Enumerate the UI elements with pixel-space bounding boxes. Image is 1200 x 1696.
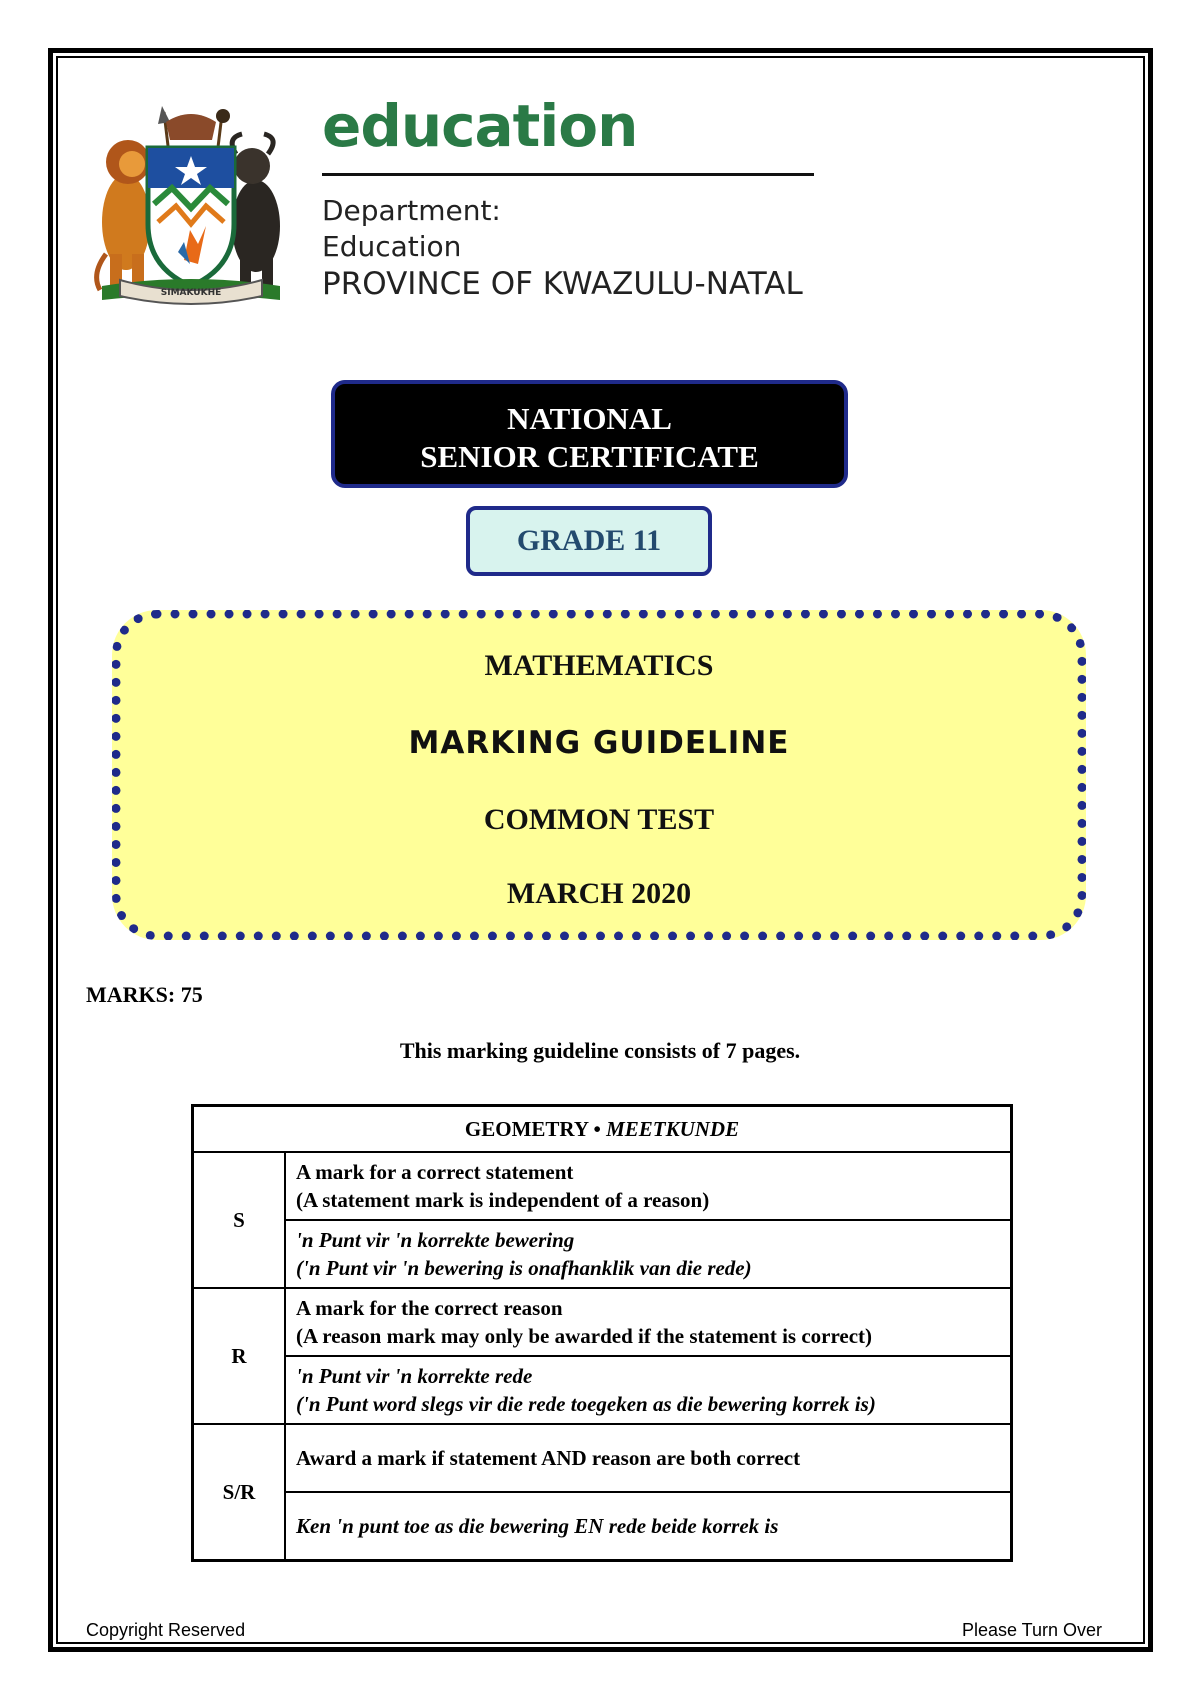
legend-afrikaans-line: 'n Punt vir 'n korrekte rede [296,1364,533,1388]
legend-afrikaans-cell [285,1356,1012,1424]
table-row [193,1356,1012,1424]
total-marks: MARKS: 75 [86,982,203,1007]
test-date: MARCH 2020 [506,877,692,910]
legend-english-line: A mark for a correct statement [296,1160,574,1184]
certificate-line-2: SENIOR CERTIFICATE [420,439,759,474]
footer-copyright: Copyright Reserved [86,1620,246,1640]
table-row [193,1288,1012,1356]
legend-afrikaans-line: Ken 'n punt toe as die bewering EN rede beide korrek is [296,1514,779,1538]
crest-motto: SIMAKUKHE [160,288,222,298]
certificate-banner [331,380,848,488]
table-row [193,1492,1012,1561]
footer-turn-over: Please Turn Over [961,1620,1102,1640]
table-header-row [193,1106,1012,1153]
subject-title: MATHEMATICS [484,649,714,682]
legend-header-bullet: • [593,1116,601,1141]
wildebeest-supporter-icon [232,134,280,286]
brand-divider [322,173,814,176]
legend-english-cell [285,1288,1012,1356]
legend-header-english: GEOMETRY [464,1116,589,1141]
province-name: PROVINCE OF KWAZULU-NATAL [322,266,803,302]
document-title: MARKING GUIDELINE [408,725,790,761]
legend-english-line: Award a mark if statement AND reason are both correct [296,1446,801,1470]
legend-afrikaans-line: 'n Punt vir 'n korrekte bewering [296,1228,575,1252]
page-count-note: This marking guideline consists of 7 pages. [399,1038,801,1063]
legend-code-sr: S/R [193,1424,286,1561]
legend-afrikaans-line: ('n Punt word slegs vir die rede toegeken as die bewering korrek is) [296,1392,876,1416]
grade-badge: GRADE 11 [466,506,712,576]
legend-english-line: (A statement mark is independent of a reason) [296,1188,710,1212]
table-row [193,1220,1012,1288]
legend-afrikaans-line: ('n Punt vir 'n bewering is onafhanklik van die rede) [296,1256,752,1280]
table-row [193,1152,1012,1220]
kzn-coat-of-arms-icon [86,104,296,312]
department-label: Department: [322,194,501,227]
department-name: Education [322,230,462,263]
legend-afrikaans-cell [285,1492,1012,1561]
legend-header-afrikaans: MEETKUNDE [606,1116,740,1141]
table-row [193,1424,1012,1492]
legend-afrikaans-cell [285,1220,1012,1288]
test-title: COMMON TEST [483,803,715,836]
legend-english-cell [285,1424,1012,1492]
legend-english-cell [285,1152,1012,1220]
certificate-line-1: NATIONAL [507,401,672,436]
lion-supporter-icon [97,140,150,290]
geometry-legend-table [191,1104,1013,1562]
legend-english-line: (A reason mark may only be awarded if the statement is correct) [296,1324,873,1348]
table-header-cell [193,1106,1012,1153]
legend-english-line: A mark for the correct reason [296,1296,563,1320]
brand-wordmark: education [322,92,638,160]
legend-code-r: R [193,1288,286,1424]
legend-code-s: S [193,1152,286,1288]
title-panel [112,610,1086,940]
